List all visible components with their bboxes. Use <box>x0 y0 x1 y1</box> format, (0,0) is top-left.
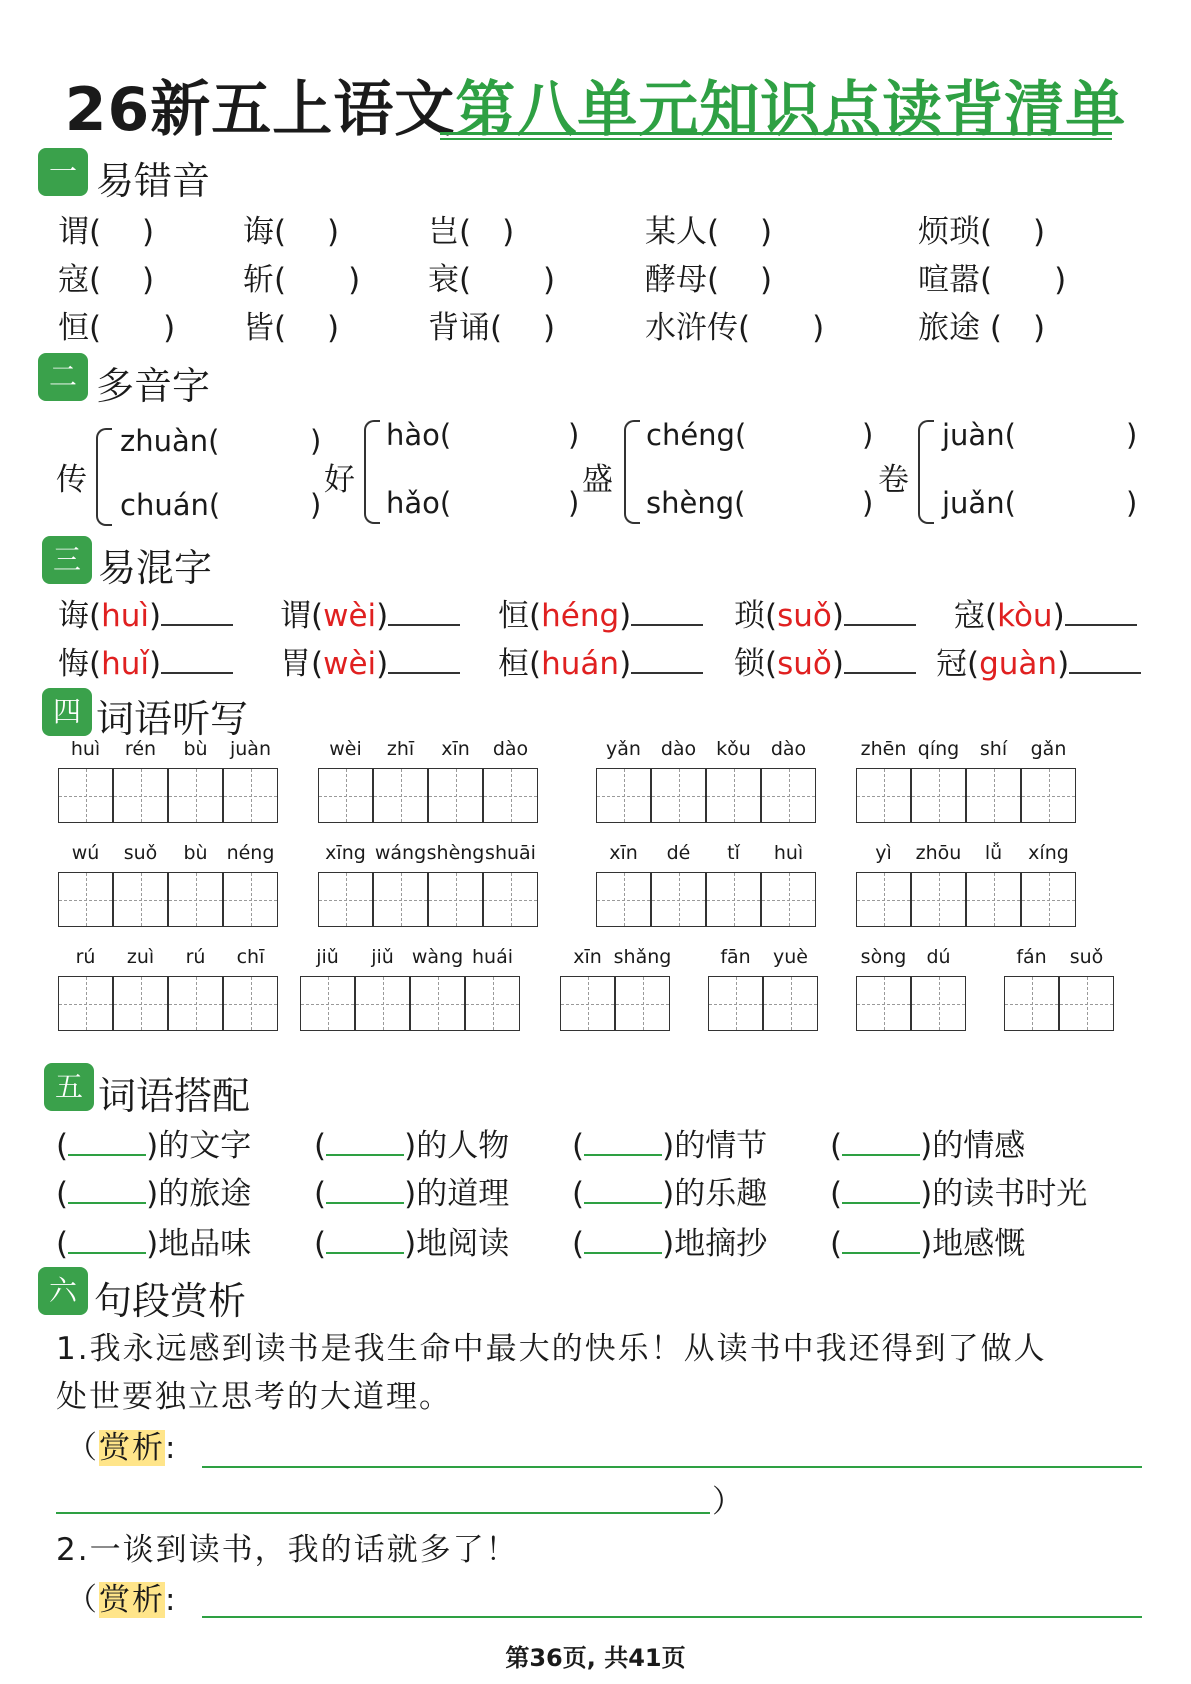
writing-box[interactable] <box>1021 872 1076 927</box>
dictation-pinyin: juàn <box>229 738 271 760</box>
dictation-pinyin: huì <box>70 738 101 760</box>
poly-bottom: juǎn( <box>942 486 1016 520</box>
fill-blank[interactable] <box>326 1228 404 1254</box>
collocation-item: ( )地感慨 <box>830 1226 1026 1262</box>
dictation-pinyin: xíng <box>1028 842 1069 864</box>
section-title-1: 易错音 <box>96 159 211 203</box>
confusing-item: 恒(héng) <box>498 590 703 635</box>
poly-char: 好 <box>324 462 355 498</box>
poly-top: juàn( <box>942 418 1016 452</box>
pron-cell: 衰( ) <box>428 262 556 298</box>
fill-blank[interactable] <box>842 1178 920 1204</box>
writing-box[interactable] <box>763 976 818 1031</box>
dictation-pinyin: gǎn <box>1030 738 1067 760</box>
dictation-pinyin: shí <box>979 738 1008 760</box>
collocation-item: ( )的人物 <box>314 1128 510 1164</box>
section-badge-4: 四 <box>42 688 92 736</box>
sentence-1-line-1: 1.我永远感到读书是我生命中最大的快乐！从读书中我还得到了做人 <box>56 1331 1047 1367</box>
dictation-pinyin: suǒ <box>123 842 158 864</box>
analysis-close-1: ） <box>712 1484 745 1520</box>
dictation-pinyin: bù <box>183 842 208 864</box>
writing-box[interactable] <box>58 768 113 823</box>
brace-icon <box>364 420 380 524</box>
writing-box[interactable] <box>410 976 465 1031</box>
dictation-pinyin: fán <box>1016 946 1047 968</box>
dictation-pinyin: wàng <box>411 946 464 968</box>
page-footer: 第36页, 共41页 <box>505 1644 686 1672</box>
fill-blank[interactable] <box>68 1178 146 1204</box>
poly-top: hào( <box>386 418 452 452</box>
pron-cell: 皆( ) <box>243 310 340 346</box>
confusing-item: 琐(suǒ) <box>734 590 916 635</box>
title-part2: 第八单元知识点读背清单 <box>455 75 1127 145</box>
confusing-item: 胃(wèi) <box>280 638 460 683</box>
fill-blank[interactable] <box>584 1228 662 1254</box>
fill-blank[interactable] <box>68 1130 146 1156</box>
answer-line[interactable] <box>56 1512 710 1514</box>
pron-cell: 诲( ) <box>243 214 340 250</box>
writing-box[interactable] <box>318 768 373 823</box>
writing-box[interactable] <box>318 872 373 927</box>
writing-box[interactable] <box>1004 976 1059 1031</box>
writing-box[interactable] <box>706 768 761 823</box>
writing-box[interactable] <box>483 872 538 927</box>
poly-char: 盛 <box>582 462 613 498</box>
writing-box[interactable] <box>708 976 763 1031</box>
writing-box[interactable] <box>911 768 966 823</box>
dictation-pinyin: dé <box>666 842 691 864</box>
writing-box[interactable] <box>856 872 911 927</box>
dictation-pinyin: qíng <box>917 738 960 760</box>
section-badge-2: 二 <box>38 353 88 401</box>
fill-blank[interactable] <box>326 1130 404 1156</box>
dictation-pinyin: yǎn <box>606 738 641 760</box>
fill-blank[interactable] <box>584 1130 662 1156</box>
dictation-pinyin: bù <box>183 738 208 760</box>
writing-box[interactable] <box>560 976 615 1031</box>
dictation-pinyin: yuè <box>773 946 808 968</box>
dictation-pinyin: chī <box>236 946 265 968</box>
dictation-pinyin: wèi <box>329 738 362 760</box>
collocation-item: ( )的乐趣 <box>572 1176 768 1212</box>
writing-box[interactable] <box>168 872 223 927</box>
dictation-pinyin: huì <box>773 842 804 864</box>
dictation-pinyin: néng <box>226 842 275 864</box>
writing-box[interactable] <box>651 872 706 927</box>
writing-box[interactable] <box>615 976 670 1031</box>
collocation-item: ( )的情感 <box>830 1128 1026 1164</box>
dictation-pinyin: kǒu <box>716 738 751 760</box>
collocation-item: ( )的道理 <box>314 1176 510 1212</box>
confusing-item: 诲(huì) <box>58 590 233 635</box>
dictation-pinyin: xīng <box>325 842 366 864</box>
poly-bottom: shèng( <box>646 486 746 520</box>
writing-box[interactable] <box>911 872 966 927</box>
writing-box[interactable] <box>761 768 816 823</box>
dictation-pinyin: jiǔ <box>316 946 339 968</box>
writing-box[interactable] <box>911 976 966 1031</box>
poly-close: ) <box>568 486 580 520</box>
writing-box[interactable] <box>966 768 1021 823</box>
dictation-pinyin: rú <box>185 946 206 968</box>
dictation-pinyin: fān <box>720 946 751 968</box>
writing-box[interactable] <box>856 768 911 823</box>
title-part1: 26新五上语文 <box>64 75 456 145</box>
poly-char: 传 <box>56 462 87 498</box>
writing-box[interactable] <box>373 768 428 823</box>
writing-box[interactable] <box>966 872 1021 927</box>
dictation-pinyin: huái <box>471 946 513 968</box>
writing-box[interactable] <box>58 976 113 1031</box>
poly-close: ) <box>862 418 874 452</box>
sentence-2: 2.一谈到读书，我的话就多了！ <box>56 1532 519 1568</box>
dictation-pinyin: jiǔ <box>371 946 394 968</box>
writing-box[interactable] <box>1021 768 1076 823</box>
section-title-6: 句段赏析 <box>94 1279 247 1323</box>
confusing-item: 桓(huán) <box>498 638 703 683</box>
poly-top: chéng( <box>646 418 747 452</box>
dictation-pinyin: shuāi <box>485 842 536 864</box>
dictation-pinyin: zhōu <box>915 842 962 864</box>
poly-close: ) <box>310 424 322 458</box>
sentence-1-line-2: 处世要独立思考的大道理。 <box>56 1379 452 1415</box>
poly-close: ) <box>1126 486 1138 520</box>
dictation-pinyin: wáng <box>374 842 427 864</box>
dictation-pinyin: xīn <box>609 842 638 864</box>
section-badge-1: 一 <box>38 148 88 196</box>
collocation-item: ( )地摘抄 <box>572 1226 768 1262</box>
dictation-pinyin: wú <box>71 842 100 864</box>
dictation-pinyin: dào <box>660 738 697 760</box>
poly-close: ) <box>310 488 322 522</box>
poly-close: ) <box>1126 418 1138 452</box>
pron-cell: 旅途 ( ) <box>918 310 1046 346</box>
dictation-pinyin: yì <box>875 842 892 864</box>
dictation-pinyin: sòng <box>860 946 907 968</box>
fill-blank[interactable] <box>842 1130 920 1156</box>
collocation-item: ( )的旅途 <box>56 1176 252 1212</box>
dictation-pinyin: tǐ <box>727 842 740 864</box>
dictation-pinyin: xīn <box>573 946 602 968</box>
title-underline <box>440 132 1112 140</box>
collocation-item: ( )地品味 <box>56 1226 252 1262</box>
collocation-item: ( )的读书时光 <box>830 1176 1088 1212</box>
confusing-item: 谓(wèi) <box>280 590 460 635</box>
poly-char: 卷 <box>878 462 909 498</box>
writing-box[interactable] <box>168 976 223 1031</box>
brace-icon <box>624 420 640 524</box>
poly-bottom: chuán( <box>120 488 221 522</box>
writing-box[interactable] <box>1059 976 1114 1031</box>
dictation-pinyin: rú <box>75 946 96 968</box>
dictation-pinyin: rén <box>124 738 157 760</box>
dictation-pinyin: dú <box>926 946 951 968</box>
writing-box[interactable] <box>113 768 168 823</box>
writing-box[interactable] <box>223 768 278 823</box>
dictation-pinyin: lǚ <box>984 842 1003 864</box>
writing-box[interactable] <box>428 768 483 823</box>
collocation-item: ( )地阅读 <box>314 1226 510 1262</box>
pron-cell: 寇( ) <box>58 262 155 298</box>
poly-close: ) <box>568 418 580 452</box>
dictation-pinyin: zhēn <box>860 738 907 760</box>
pron-cell: 水浒传( ) <box>645 310 825 346</box>
dictation-pinyin: xīn <box>441 738 470 760</box>
writing-box[interactable] <box>651 768 706 823</box>
pron-cell: 岂( ) <box>428 214 515 250</box>
writing-box[interactable] <box>300 976 355 1031</box>
confusing-item: 寇(kòu) <box>954 590 1137 635</box>
writing-box[interactable] <box>856 976 911 1031</box>
writing-box[interactable] <box>168 768 223 823</box>
confusing-item: 锁(suǒ) <box>734 638 916 683</box>
writing-box[interactable] <box>596 768 651 823</box>
dictation-pinyin: dào <box>770 738 807 760</box>
fill-blank[interactable] <box>326 1178 404 1204</box>
dictation-pinyin: shǎng <box>613 946 672 968</box>
dictation-pinyin: zhī <box>386 738 415 760</box>
pron-cell: 背诵( ) <box>428 310 556 346</box>
dictation-pinyin: shèng <box>426 842 485 864</box>
writing-box[interactable] <box>596 872 651 927</box>
answer-line[interactable] <box>202 1616 1142 1618</box>
writing-box[interactable] <box>373 872 428 927</box>
pron-cell: 烦琐( ) <box>918 214 1046 250</box>
collocation-item: ( )的文字 <box>56 1128 252 1164</box>
writing-box[interactable] <box>223 976 278 1031</box>
writing-box[interactable] <box>428 872 483 927</box>
pron-cell: 酵母( ) <box>645 262 773 298</box>
answer-line[interactable] <box>202 1466 1142 1468</box>
dictation-pinyin: zuì <box>126 946 155 968</box>
writing-box[interactable] <box>113 976 168 1031</box>
dictation-pinyin: suǒ <box>1069 946 1104 968</box>
section-title-3: 易混字 <box>98 546 213 590</box>
brace-icon <box>96 428 112 526</box>
pron-cell: 谓( ) <box>58 214 155 250</box>
confusing-item: 冠(guàn) <box>936 638 1141 683</box>
writing-box[interactable] <box>223 872 278 927</box>
writing-box[interactable] <box>465 976 520 1031</box>
section-title-4: 词语听写 <box>96 697 249 741</box>
section-badge-5: 五 <box>44 1063 94 1111</box>
writing-box[interactable] <box>355 976 410 1031</box>
writing-box[interactable] <box>706 872 761 927</box>
section-badge-6: 六 <box>38 1267 88 1315</box>
pron-cell: 某人( ) <box>645 214 773 250</box>
collocation-item: ( )的情节 <box>572 1128 768 1164</box>
poly-bottom: hǎo( <box>386 486 452 520</box>
writing-box[interactable] <box>113 872 168 927</box>
poly-close: ) <box>862 486 874 520</box>
section-title-2: 多音字 <box>96 364 211 408</box>
pron-cell: 喧嚣( ) <box>918 262 1067 298</box>
section-badge-3: 三 <box>42 536 92 584</box>
confusing-item: 悔(huǐ) <box>58 638 233 683</box>
analysis-label-1: （赏析: <box>66 1430 178 1466</box>
writing-box[interactable] <box>761 872 816 927</box>
poly-top: zhuàn( <box>120 424 220 458</box>
section-title-5: 词语搭配 <box>98 1074 251 1118</box>
fill-blank[interactable] <box>68 1228 146 1254</box>
writing-box[interactable] <box>58 872 113 927</box>
brace-icon <box>918 420 934 524</box>
writing-box[interactable] <box>483 768 538 823</box>
pron-cell: 恒( ) <box>58 310 176 346</box>
pron-cell: 斩( ) <box>243 262 361 298</box>
dictation-pinyin: dào <box>492 738 529 760</box>
fill-blank[interactable] <box>842 1228 920 1254</box>
analysis-label-2: （赏析: <box>66 1582 178 1618</box>
fill-blank[interactable] <box>584 1178 662 1204</box>
